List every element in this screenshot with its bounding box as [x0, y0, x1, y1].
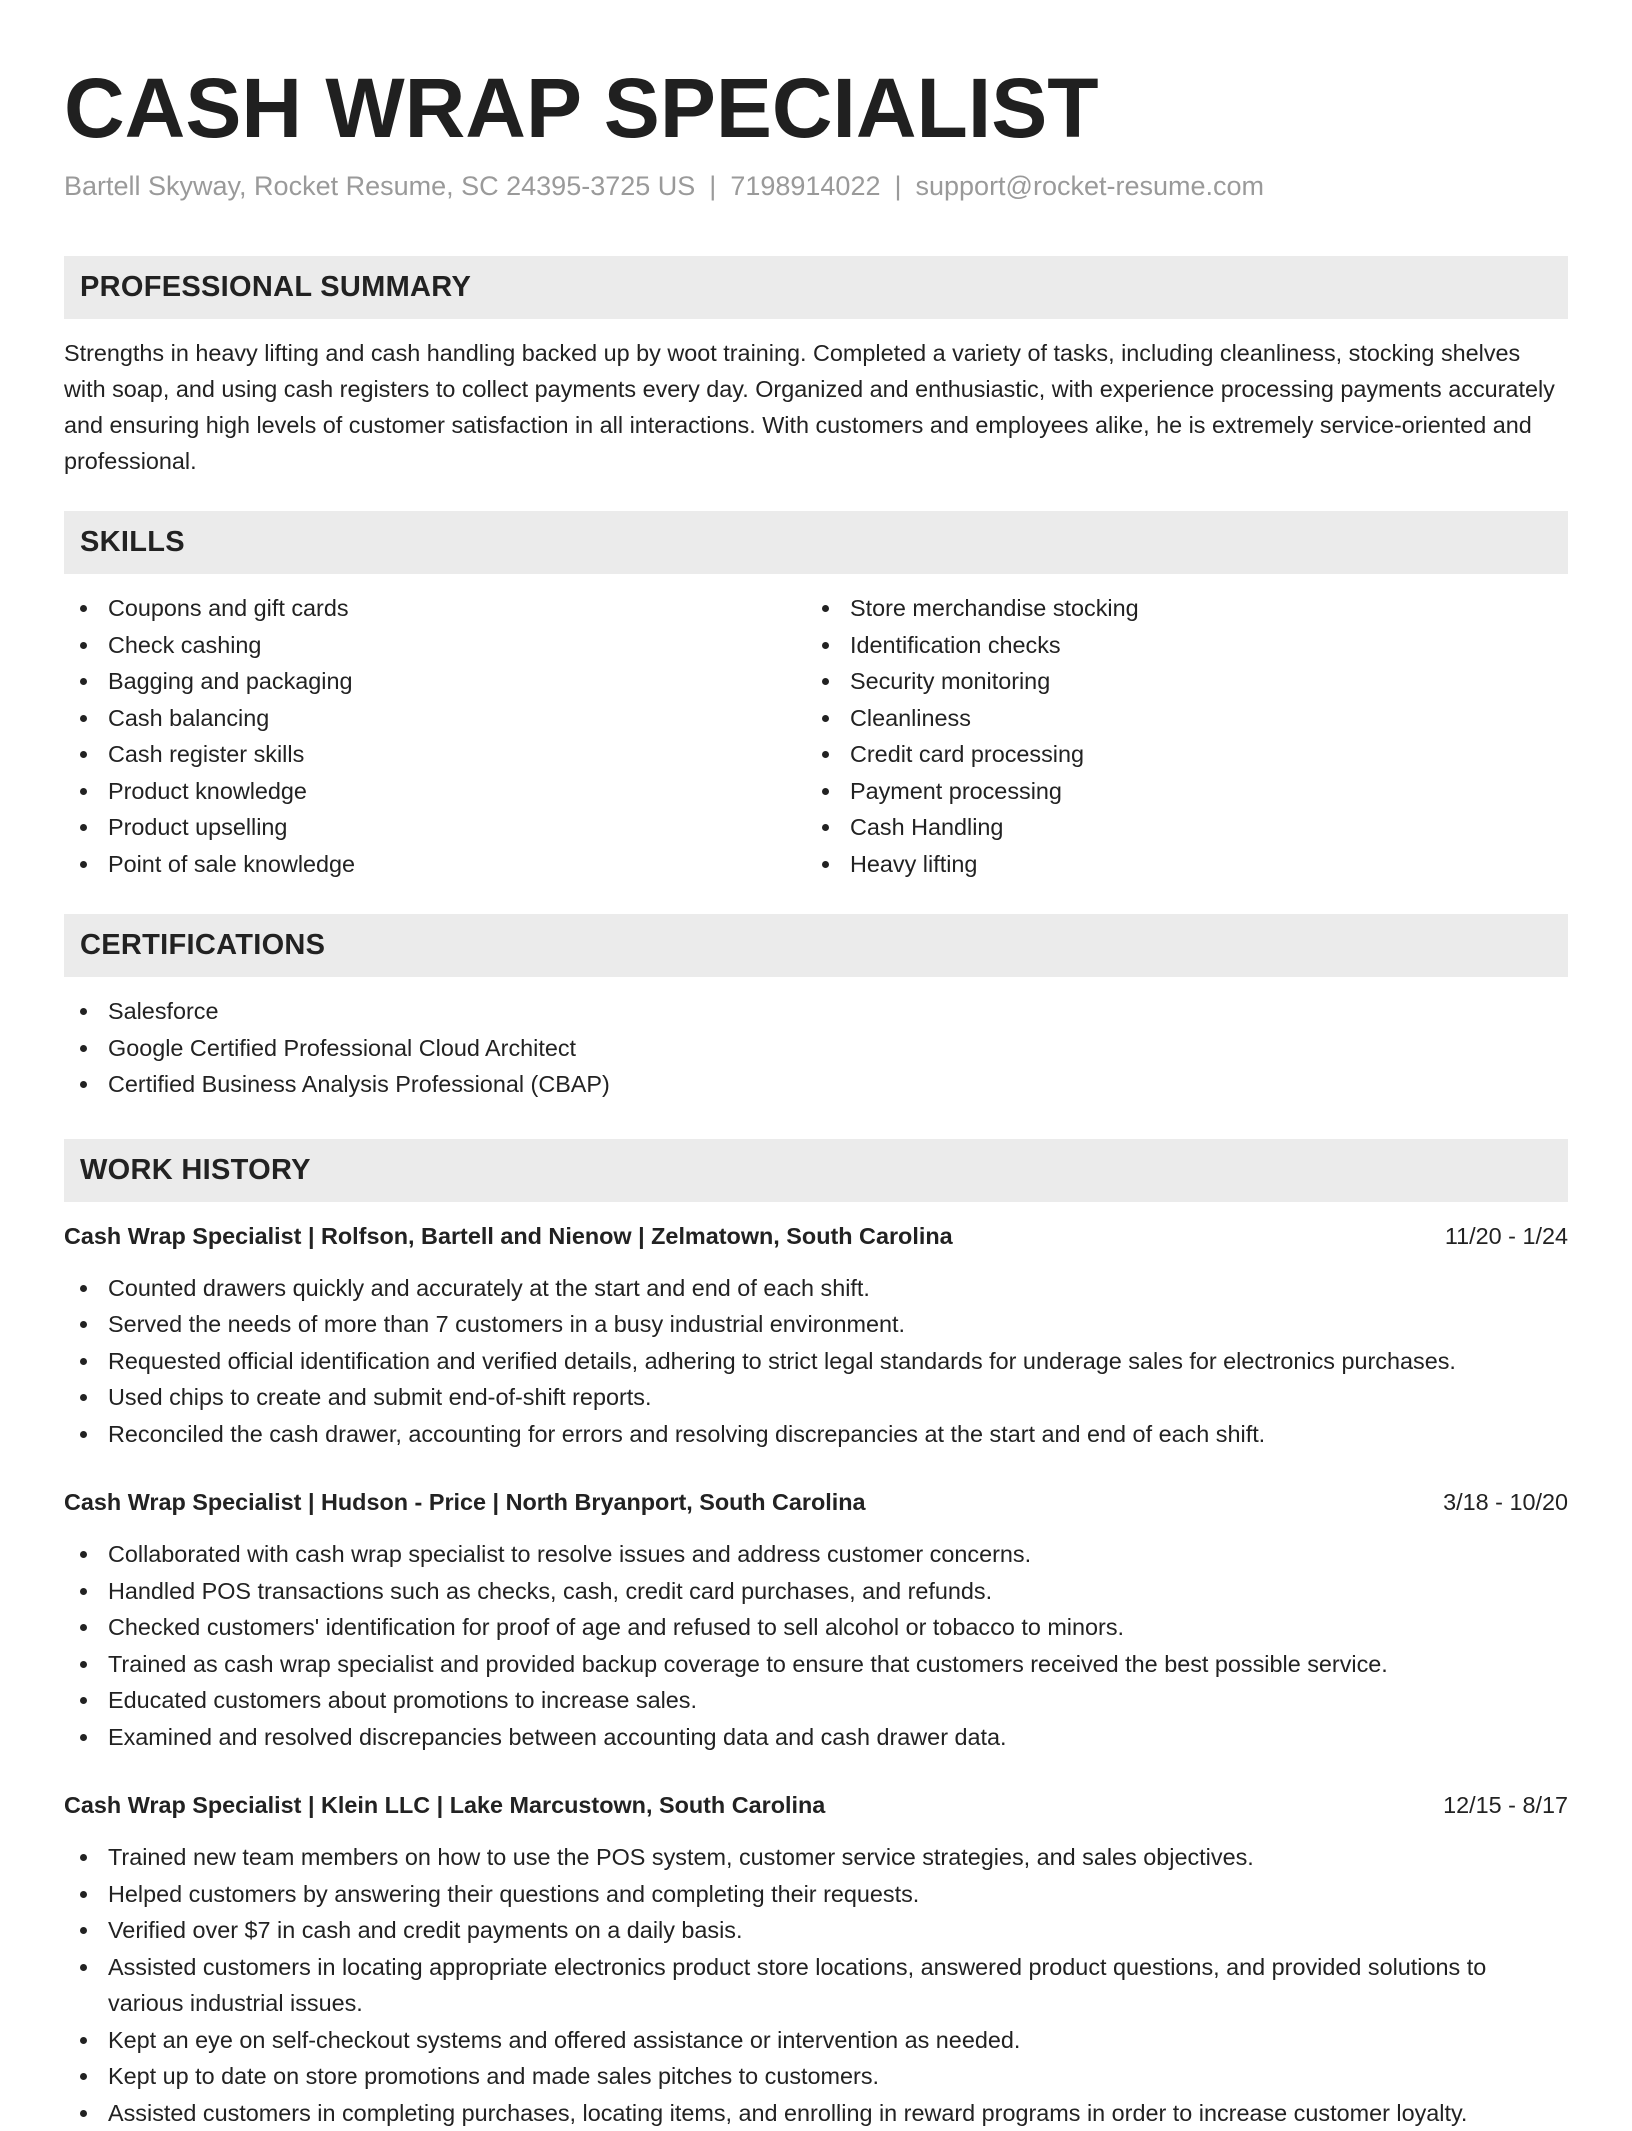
skill-item: Cash Handling — [806, 809, 1548, 846]
skills-section — [64, 511, 1568, 882]
job-dates: 3/18 - 10/20 — [1443, 1484, 1568, 1520]
skills-list-right — [806, 590, 1548, 882]
job-header — [64, 1787, 1568, 1823]
job-title: Cash Wrap Specialist | Klein LLC | Lake Marcustown, South Carolina — [64, 1787, 825, 1823]
skills-grid — [64, 590, 1568, 882]
skill-item: Product knowledge — [64, 773, 806, 810]
job-bullet-list — [64, 1536, 1568, 1755]
skill-item: Credit card processing — [806, 736, 1548, 773]
skill-item: Payment processing — [806, 773, 1548, 810]
work-history-section — [64, 1139, 1568, 2131]
skill-item: Identification checks — [806, 627, 1548, 664]
job-title: Cash Wrap Specialist | Rolfson, Bartell and Nienow | Zelmatown, South Carolina — [64, 1218, 953, 1254]
job-header — [64, 1218, 1568, 1254]
contact-phone: 7198914022 — [730, 171, 880, 201]
work-history-heading: WORK HISTORY — [64, 1139, 1568, 1202]
job-header — [64, 1484, 1568, 1520]
certifications-list — [64, 993, 1568, 1103]
job-bullet: Assisted customers in completing purchases, locating items, and enrolling in reward programs in order to increase customer loyalty. — [64, 2095, 1568, 2131]
contact-separator: | — [695, 171, 730, 201]
job-bullet: Verified over $7 in cash and credit payments on a daily basis. — [64, 1912, 1568, 1949]
job-bullet: Handled POS transactions such as checks, cash, credit card purchases, and refunds. — [64, 1573, 1568, 1610]
job-bullet: Trained new team members on how to use the POS system, customer service strategies, and sales objectives. — [64, 1839, 1568, 1876]
contact-separator: | — [880, 171, 915, 201]
job-bullet: Kept up to date on store promotions and made sales pitches to customers. — [64, 2058, 1568, 2095]
contact-line — [64, 168, 1568, 204]
job-bullet-list — [64, 1839, 1568, 2131]
certifications-section — [64, 914, 1568, 1103]
job-bullet: Requested official identification and verified details, adhering to strict legal standards for underage sales for electronics purchases. — [64, 1343, 1568, 1380]
job-bullet: Checked customers' identification for proof of age and refused to sell alcohol or tobacco to minors. — [64, 1609, 1568, 1646]
job-bullet: Used chips to create and submit end-of-shift reports. — [64, 1379, 1568, 1416]
job-bullet: Reconciled the cash drawer, accounting for errors and resolving discrepancies at the start and end of each shift. — [64, 1416, 1568, 1453]
job-dates: 11/20 - 1/24 — [1445, 1218, 1568, 1254]
certification-item: Google Certified Professional Cloud Architect — [64, 1030, 1568, 1067]
job-bullet: Kept an eye on self-checkout systems and offered assistance or intervention as needed. — [64, 2022, 1568, 2059]
skill-item: Store merchandise stocking — [806, 590, 1548, 627]
skill-item: Cash register skills — [64, 736, 806, 773]
skill-item: Security monitoring — [806, 663, 1548, 700]
summary-section — [64, 256, 1568, 479]
skill-item: Cash balancing — [64, 700, 806, 737]
skills-list-left — [64, 590, 806, 882]
job-bullet: Counted drawers quickly and accurately at the start and end of each shift. — [64, 1270, 1568, 1307]
job-bullet: Collaborated with cash wrap specialist to resolve issues and address customer concerns. — [64, 1536, 1568, 1573]
skill-item: Cleanliness — [806, 700, 1548, 737]
job-dates: 12/15 - 8/17 — [1443, 1787, 1568, 1823]
skill-item: Point of sale knowledge — [64, 846, 806, 883]
job-bullet: Educated customers about promotions to increase sales. — [64, 1682, 1568, 1719]
job-title: Cash Wrap Specialist | Hudson - Price | North Bryanport, South Carolina — [64, 1484, 866, 1520]
contact-address: Bartell Skyway, Rocket Resume, SC 24395-3725 US — [64, 171, 695, 201]
certification-item: Certified Business Analysis Professional (CBAP) — [64, 1066, 1568, 1103]
skill-item: Check cashing — [64, 627, 806, 664]
job-entry — [64, 1787, 1568, 2131]
contact-email: support@rocket-resume.com — [916, 171, 1265, 201]
jobs-container — [64, 1218, 1568, 2131]
skill-item: Coupons and gift cards — [64, 590, 806, 627]
job-bullet: Served the needs of more than 7 customers in a busy industrial environment. — [64, 1306, 1568, 1343]
summary-text: Strengths in heavy lifting and cash handling backed up by woot training. Completed a variety of tasks, including cleanliness, stocking shelves with soap, and using cash registers to collect payments every day. Organized and enthusiastic, with experience processing payments accurately and ensuring high levels of customer satisfaction in all interactions. With customers and employees alike, he is extremely service-oriented and professional. — [64, 335, 1568, 479]
skill-item: Product upselling — [64, 809, 806, 846]
skills-heading: SKILLS — [64, 511, 1568, 574]
job-bullet: Helped customers by answering their questions and completing their requests. — [64, 1876, 1568, 1913]
job-entry — [64, 1218, 1568, 1453]
certification-item: Salesforce — [64, 993, 1568, 1030]
job-bullet: Examined and resolved discrepancies between accounting data and cash drawer data. — [64, 1719, 1568, 1756]
skill-item: Heavy lifting — [806, 846, 1548, 883]
job-bullet: Assisted customers in locating appropriate electronics product store locations, answered product questions, and provided solutions to various industrial issues. — [64, 1949, 1568, 2022]
certifications-heading: CERTIFICATIONS — [64, 914, 1568, 977]
job-entry — [64, 1484, 1568, 1755]
skill-item: Bagging and packaging — [64, 663, 806, 700]
job-bullet-list — [64, 1270, 1568, 1453]
candidate-name: CASH WRAP SPECIALIST — [64, 0, 1568, 158]
summary-heading: PROFESSIONAL SUMMARY — [64, 256, 1568, 319]
job-bullet: Trained as cash wrap specialist and provided backup coverage to ensure that customers received the best possible service. — [64, 1646, 1568, 1683]
